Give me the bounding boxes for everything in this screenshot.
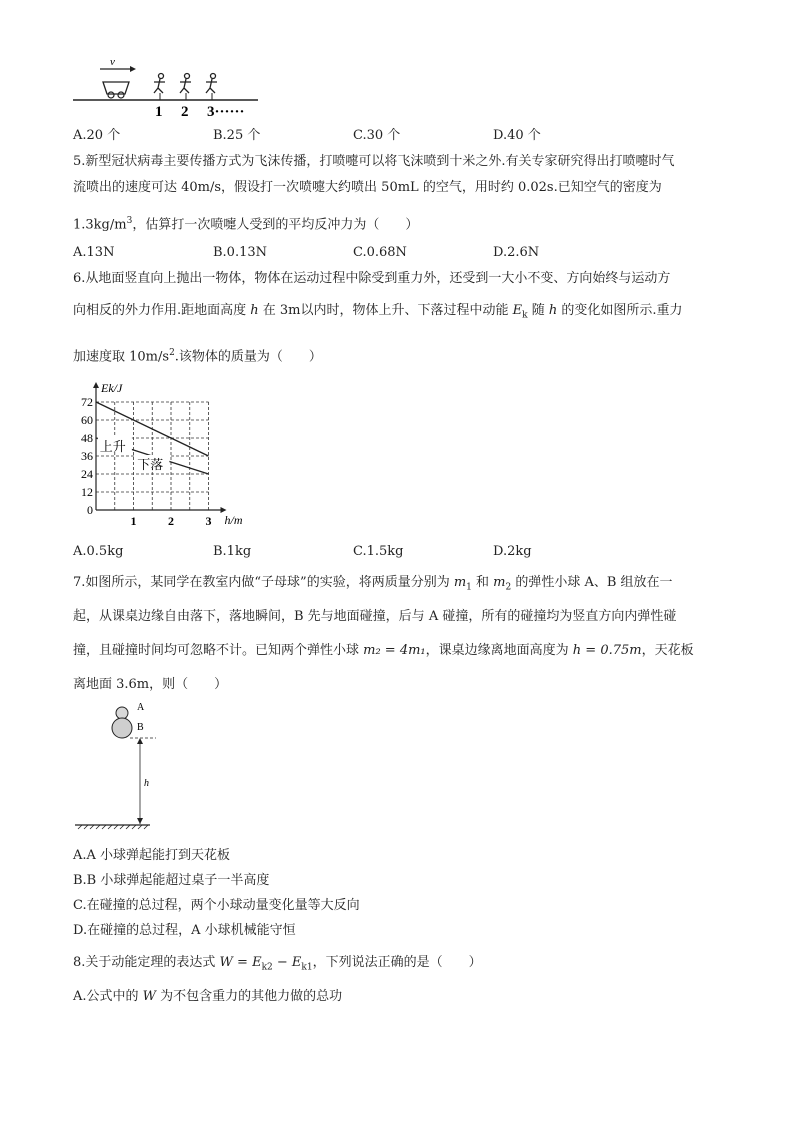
position-label-2: 2 bbox=[181, 104, 189, 120]
q5-option-d[interactable]: D.2.6N bbox=[493, 245, 540, 260]
ball-b bbox=[112, 718, 132, 738]
position-label-1: 1 bbox=[155, 104, 163, 120]
runner-icon bbox=[180, 74, 191, 94]
q4-option-a[interactable]: A.20 个 bbox=[73, 128, 121, 143]
y-tick-label: 12 bbox=[81, 485, 93, 499]
q7-option-d[interactable]: D.在碰撞的总过程，A 小球机械能守恒 bbox=[73, 923, 296, 938]
q4-option-d[interactable]: D.40 个 bbox=[493, 128, 541, 143]
y-axis-label: Ek/J bbox=[101, 381, 123, 395]
ek-height-chart bbox=[70, 375, 255, 535]
q6-line-1: 6.从地面竖直向上抛出一物体，物体在运动过程中除受到重力外，还受到一大小不变、方向始终与运动方 bbox=[73, 271, 671, 286]
y-tick-label: 0 bbox=[87, 503, 93, 517]
q6-option-b[interactable]: B.1kg bbox=[213, 544, 252, 559]
y-tick-label: 24 bbox=[81, 467, 93, 481]
y-tick-label: 48 bbox=[81, 431, 93, 445]
velocity-label: v bbox=[110, 56, 115, 68]
x-tick-label: 1 bbox=[130, 514, 137, 528]
ball-b-label: B bbox=[137, 722, 144, 733]
q7-line-2: 起，从课桌边缘自由落下，落地瞬间，B 先与地面碰撞，后与 A 碰撞，所有的碰撞均为竖直方向内弹性碰 bbox=[73, 609, 677, 624]
q7-line-3: 撞，且碰撞时间均可忽略不计。已知两个弹性小球 m₂ = 4m₁，课桌边缘离地面高度为 h = 0.75m，天花板 bbox=[73, 643, 694, 658]
q6-option-a[interactable]: A.0.5kg bbox=[73, 544, 124, 559]
q5-option-b[interactable]: B.0.13N bbox=[213, 245, 268, 260]
q7-option-c[interactable]: C.在碰撞的总过程，两个小球动量变化量等大反向 bbox=[73, 898, 360, 913]
series-label-fall: 下落 bbox=[137, 457, 164, 472]
q6-option-d[interactable]: D.2kg bbox=[493, 544, 532, 559]
balls-figure bbox=[70, 700, 170, 835]
x-axis-label: h/m bbox=[224, 513, 243, 527]
q7-line-1: 7.如图所示，某同学在教室内做“子母球”的实验，将两质量分别为 $m_1$ 和 $m_2$ 的弹性小球 A、B 组放在一 bbox=[73, 575, 673, 593]
runner-icon bbox=[206, 74, 217, 94]
q4-option-c[interactable]: C.30 个 bbox=[353, 128, 401, 143]
x-tick-label: 2 bbox=[168, 514, 174, 528]
ball-a bbox=[116, 707, 128, 719]
y-tick-label: 36 bbox=[81, 449, 93, 463]
q5-line-1: 5.新型冠状病毒主要传播方式为飞沫传播，打喷嚏可以将飞沫喷到十米之外.有关专家研究得出打喷嚏时气 bbox=[73, 154, 675, 169]
series-label-rise: 上升 bbox=[99, 439, 126, 454]
cart-runners-figure bbox=[70, 55, 290, 120]
ball-a-label: A bbox=[137, 702, 145, 713]
y-axis-arrow bbox=[93, 382, 99, 388]
q4-option-b[interactable]: B.25 个 bbox=[213, 128, 261, 143]
q7-option-b[interactable]: B.B 小球弹起能超过桌子一半高度 bbox=[73, 873, 270, 888]
runner-icon bbox=[154, 74, 165, 94]
cart-icon bbox=[103, 82, 129, 94]
y-tick-label: 72 bbox=[81, 395, 93, 409]
q6-line-2: 向相反的外力作用.距地面高度 h 在 3m以内时，物体上升、下落过程中动能 $E_k$ 随 h 的变化如图所示.重力 bbox=[73, 303, 683, 321]
q7-line-4: 离地面 3.6m，则（ ） bbox=[73, 677, 228, 692]
height-label: h bbox=[144, 778, 149, 789]
y-tick-label: 60 bbox=[81, 413, 93, 427]
q5-line-3: $1.3kg/m^3$，估算打一次喷嚏人受到的平均反冲力为（ ） bbox=[73, 216, 419, 233]
x-tick-label: 3 bbox=[205, 514, 212, 528]
chart-axes bbox=[93, 381, 243, 527]
q8-option-a[interactable]: A.公式中的 W 为不包含重力的其他力做的总功 bbox=[73, 989, 343, 1004]
q5-option-a[interactable]: A.13N bbox=[73, 245, 115, 260]
q7-option-a[interactable]: A.A 小球弹起能打到天花板 bbox=[73, 848, 231, 863]
q5-line-2: 流喷出的速度可达 40m/s，假设打一次喷嚏大约喷出 50mL 的空气，用时约 0.02s.已知空气的密度为 bbox=[73, 180, 662, 195]
q8-line-1: 8.关于动能定理的表达式 $W = E_{k2} - E_{k1}$，下列说法正确的是（ ） bbox=[73, 955, 482, 973]
q5-option-c[interactable]: C.0.68N bbox=[353, 245, 407, 260]
q6-option-c[interactable]: C.1.5kg bbox=[353, 544, 404, 559]
position-label-3: 3······ bbox=[207, 104, 245, 120]
q6-line-3: 加速度取 $10m/s^2$.该物体的质量为（ ） bbox=[73, 348, 322, 365]
